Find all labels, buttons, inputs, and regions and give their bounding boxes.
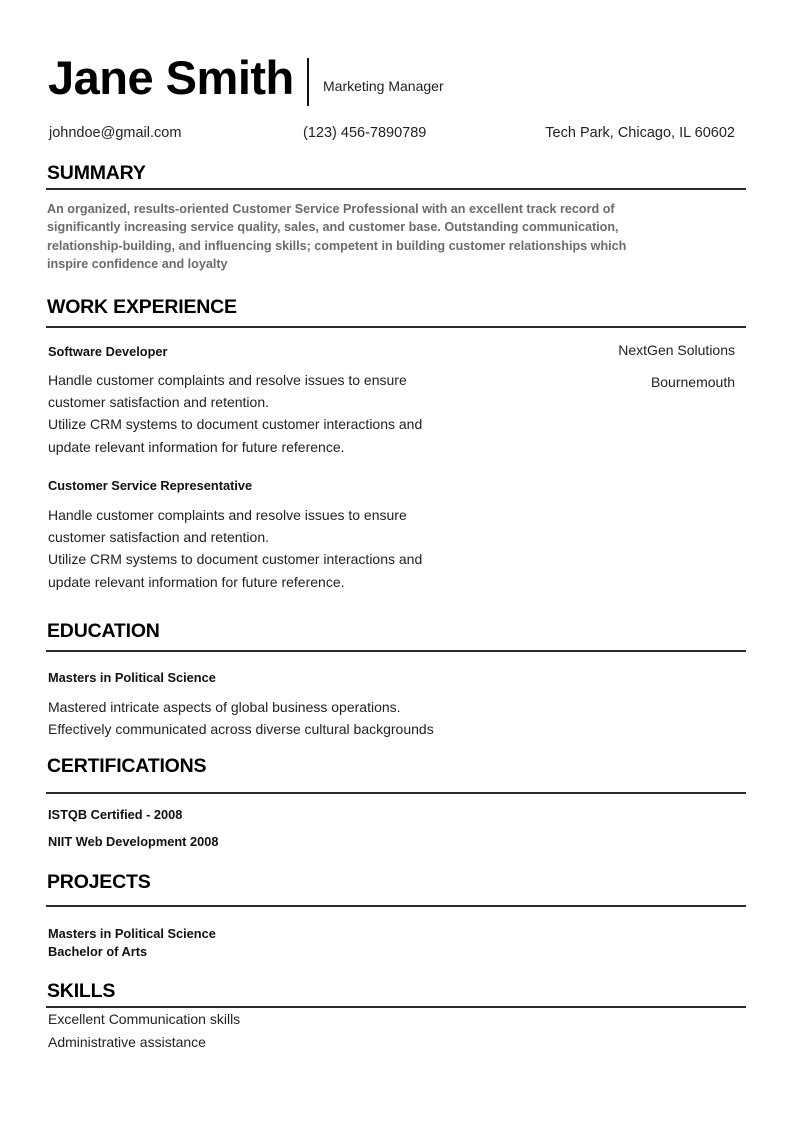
- job-title: Marketing Manager: [323, 78, 444, 94]
- contact-address: Tech Park, Chicago, IL 60602: [545, 125, 735, 141]
- job-description-line: Utilize CRM systems to document customer interactions and: [48, 416, 423, 433]
- section-title-work-experience: WORK EXPERIENCE: [47, 296, 237, 318]
- section-title-skills: SKILLS: [47, 980, 116, 1002]
- summary-text: An organized, results-oriented Customer Service Professional with an excellent track record of significantly increasing service quality, sales, and customer base. Outstanding communication, relationship-building, and influencing skills; competent in building customer relationships which inspire confidence and loyalty: [47, 202, 627, 271]
- candidate-name: Jane Smith: [48, 51, 294, 104]
- section-divider: [46, 905, 746, 907]
- job-description-line: Handle customer complaints and resolve issues to ensure: [48, 372, 407, 388]
- skills-list: [48, 1008, 240, 1054]
- skill-item: Administrative assistance: [48, 1034, 206, 1050]
- projects-list: [48, 925, 216, 961]
- contact-email: johndoe@gmail.com: [49, 125, 182, 141]
- job-title-1: Software Developer: [48, 344, 168, 359]
- section-title-projects: PROJECTS: [47, 871, 151, 893]
- job-description-1: [48, 369, 422, 458]
- education-description: [48, 696, 434, 740]
- project-item: Masters in Political Science: [48, 926, 216, 941]
- job-description-line: update relevant information for future reference.: [48, 573, 345, 590]
- education-degree: Masters in Political Science: [48, 670, 216, 685]
- section-title-summary: SUMMARY: [47, 162, 146, 184]
- certification-item: NIIT Web Development 2008: [48, 834, 219, 849]
- section-divider: [46, 326, 746, 328]
- job-description-line: Utilize CRM systems to document customer interactions and: [48, 551, 423, 568]
- section-divider: [46, 650, 746, 652]
- section-title-education: EDUCATION: [47, 620, 160, 642]
- section-divider: [46, 188, 746, 190]
- job-location-1: Bournemouth: [650, 374, 735, 390]
- header-divider: [307, 58, 309, 106]
- job-description-line: customer satisfaction and retention.: [48, 529, 270, 546]
- job-company-1: NextGen Solutions: [618, 342, 735, 358]
- section-title-certifications: CERTIFICATIONS: [47, 755, 207, 777]
- skill-item: Excellent Communication skills: [48, 1011, 241, 1027]
- section-divider: [46, 792, 746, 794]
- job-title-2: Customer Service Representative: [48, 478, 253, 493]
- education-description-line: Effectively communicated across diverse cultural backgrounds: [48, 721, 434, 738]
- project-item: Bachelor of Arts: [48, 944, 148, 959]
- job-description-line: Handle customer complaints and resolve issues to ensure: [48, 507, 407, 523]
- contact-phone: (123) 456-7890789: [303, 125, 427, 141]
- certification-item: ISTQB Certified - 2008: [48, 807, 183, 822]
- job-description-line: update relevant information for future reference.: [48, 438, 345, 455]
- education-description-line: Mastered intricate aspects of global business operations.: [48, 699, 401, 715]
- job-description-2: [48, 504, 422, 593]
- job-description-line: customer satisfaction and retention.: [48, 394, 270, 411]
